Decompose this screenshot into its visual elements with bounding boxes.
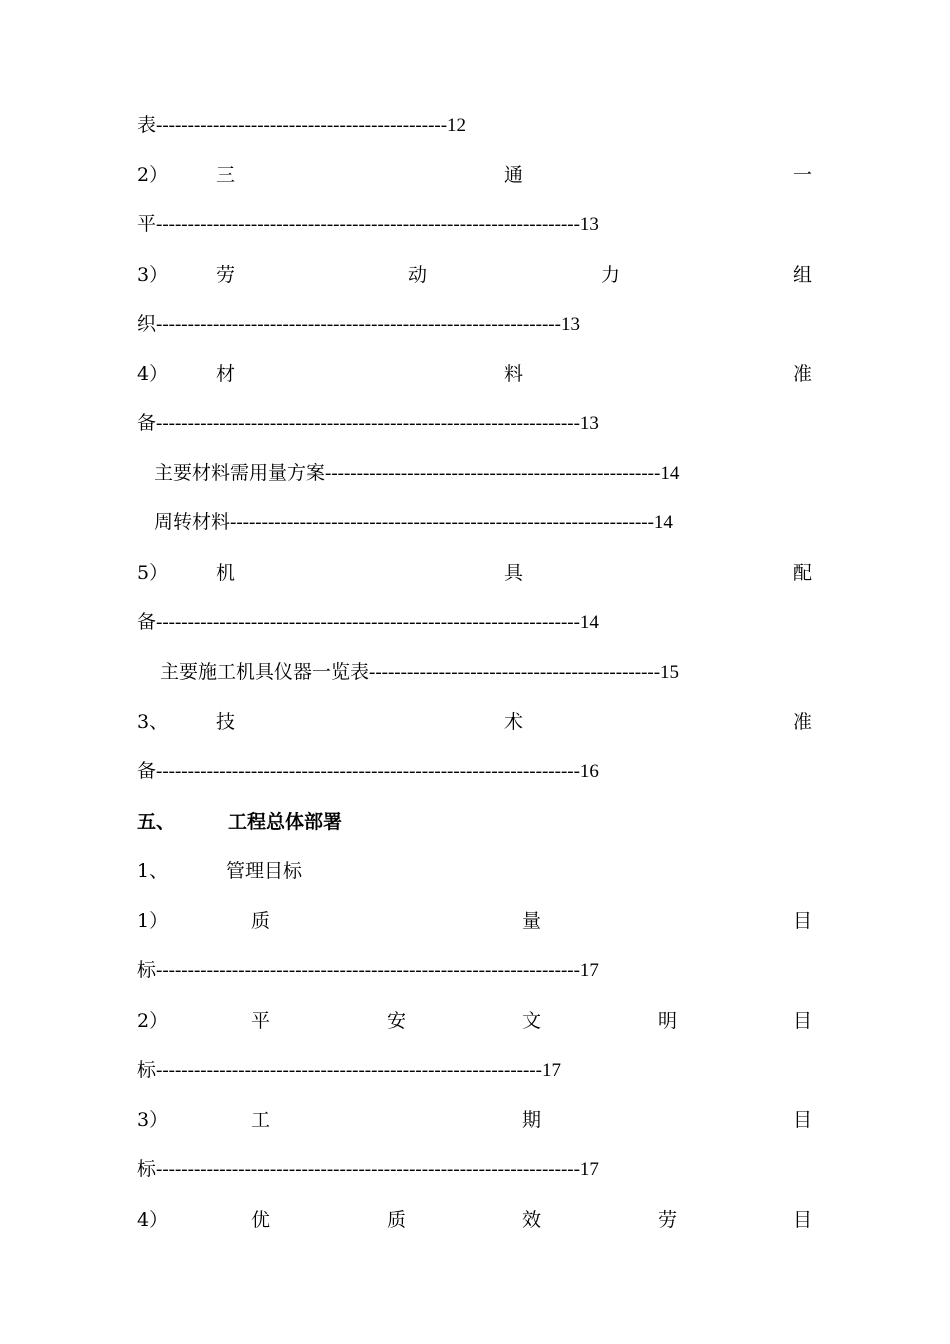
toc-word: 平: [251, 1010, 271, 1032]
toc-word: 一: [793, 164, 813, 186]
toc-entry-text: 备-------------------------------------------------------------------13: [137, 413, 599, 434]
subsection-title: 管理目标: [226, 860, 303, 882]
toc-entry-text: 周转材料-------------------------------------------------------------------14: [154, 512, 673, 533]
toc-entry-text: 主要材料需用量方案-----------------------------------------------------14: [154, 463, 680, 484]
toc-number: 3、: [137, 711, 169, 733]
toc-word: 目: [793, 1109, 813, 1131]
toc-word: 质: [251, 910, 271, 932]
toc-entry-text: 备-------------------------------------------------------------------14: [137, 612, 599, 633]
toc-word: 明: [658, 1010, 678, 1032]
toc-word: 准: [793, 363, 813, 385]
toc-entry-text: 平-------------------------------------------------------------------13: [137, 214, 599, 235]
section-number: 五、: [137, 811, 176, 833]
toc-entry-text: 标-------------------------------------------------------------------17: [137, 1159, 599, 1180]
toc-word: 三: [216, 164, 236, 186]
toc-entry-text: 标-------------------------------------------------------------------17: [137, 960, 599, 981]
toc-word: 劳: [216, 264, 236, 286]
toc-word: 劳: [658, 1209, 678, 1231]
toc-word: 工: [251, 1109, 271, 1131]
toc-word: 优: [251, 1209, 271, 1231]
toc-word: 配: [793, 562, 813, 584]
toc-entry-text: 主要施工机具仪器一览表----------------------------------------------15: [160, 662, 680, 683]
toc-number: 5）: [137, 562, 169, 584]
toc-entry-text: 备-------------------------------------------------------------------16: [137, 761, 599, 782]
toc-entry-text: 织----------------------------------------------------------------13: [137, 314, 580, 335]
toc-number: 4）: [137, 363, 169, 385]
toc-word: 通: [504, 164, 524, 186]
toc-word: 组: [793, 264, 813, 286]
toc-word: 术: [504, 711, 524, 733]
toc-word: 文: [522, 1010, 542, 1032]
toc-number: 4）: [137, 1209, 169, 1231]
toc-entry-text: 标-------------------------------------------------------------17: [137, 1060, 561, 1081]
toc-word: 具: [504, 562, 524, 584]
toc-word: 机: [216, 562, 236, 584]
toc-number: 3）: [137, 1109, 169, 1131]
toc-number: 3）: [137, 264, 169, 286]
toc-word: 目: [793, 1209, 813, 1231]
toc-word: 期: [522, 1109, 542, 1131]
toc-number: 2）: [137, 1010, 169, 1032]
toc-word: 量: [522, 910, 542, 932]
toc-word: 效: [522, 1209, 542, 1231]
toc-word: 目: [793, 1010, 813, 1032]
toc-word: 质: [387, 1209, 407, 1231]
toc-word: 准: [793, 711, 813, 733]
toc-word: 料: [504, 363, 524, 385]
toc-word: 目: [793, 910, 813, 932]
toc-entry-text: 表----------------------------------------------12: [137, 115, 467, 136]
subsection-number: 1、: [137, 860, 169, 882]
toc-number: 1）: [137, 910, 169, 932]
toc-word: 动: [408, 264, 428, 286]
section-title: 工程总体部署: [228, 811, 343, 833]
toc-word: 力: [601, 264, 621, 286]
toc-word: 安: [387, 1010, 407, 1032]
toc-number: 2）: [137, 164, 169, 186]
toc-word: 材: [216, 363, 236, 385]
toc-word: 技: [216, 711, 236, 733]
